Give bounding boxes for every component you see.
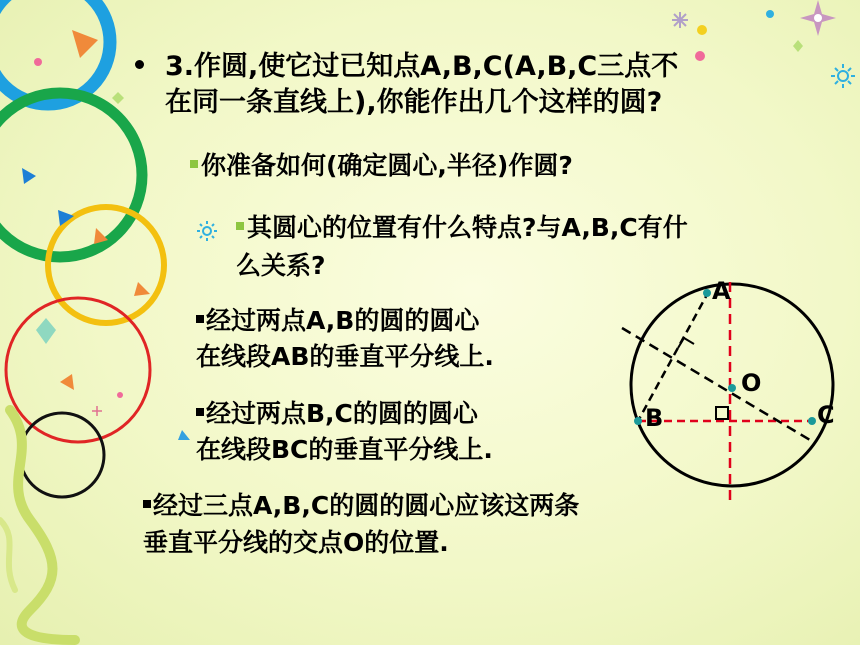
question-line-2: 在同一条直线上),你能作出几个这样的圆? — [165, 87, 663, 118]
point-a — [703, 289, 711, 297]
label-c: C — [817, 401, 835, 429]
sub-point-2-text-2: 么关系? — [236, 251, 326, 280]
point-b — [634, 417, 642, 425]
right-angle-mark-ab — [678, 338, 694, 348]
fact-2-text-2: 在线段BC的垂直平分线上. — [196, 435, 493, 464]
fact-3-text-2: 垂直平分线的交点O的位置. — [143, 528, 449, 557]
label-b: B — [645, 404, 664, 432]
fact-3-text-1: 经过三点A,B,C的圆的圆心应该这两条 — [153, 491, 580, 520]
fact-1-text-1: 经过两点A,B的圆的圆心 — [206, 306, 480, 335]
point-c — [808, 417, 816, 425]
sub-point-2-text-1: 其圆心的位置有什么特点?与A,B,C有什 — [247, 213, 688, 242]
right-angle-mark-bc — [716, 407, 728, 419]
question-line-1: 3.作圆,使它过已知点A,B,C(A,B,C三点不 — [165, 51, 679, 82]
chord-ab — [638, 291, 709, 421]
fact-2-text-1: 经过两点B,C的圆的圆心 — [206, 399, 478, 428]
label-a: A — [712, 277, 731, 305]
fact-1-text-2: 在线段AB的垂直平分线上. — [196, 342, 494, 371]
point-o — [728, 384, 736, 392]
label-o: O — [741, 369, 762, 397]
sub-point-1-text: 你准备如何(确定圆心,半径)作圆? — [201, 151, 573, 180]
